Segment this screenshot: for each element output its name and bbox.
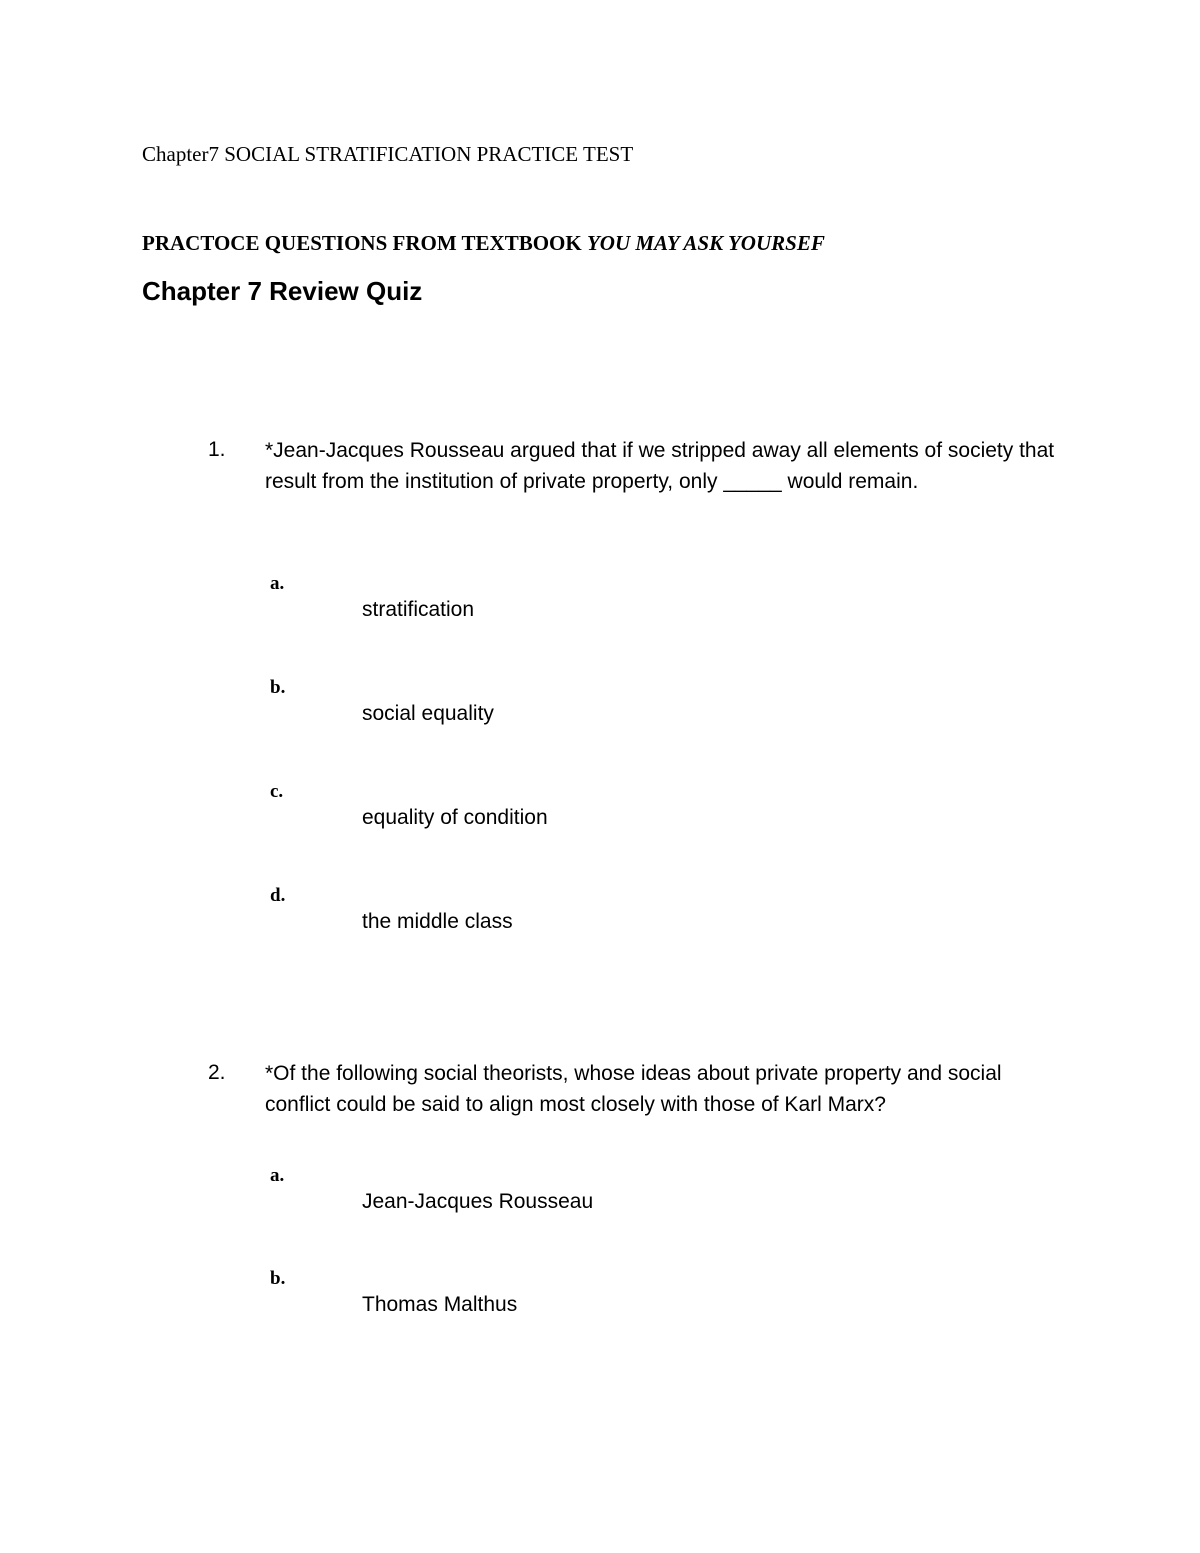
option-letter: a. (270, 1165, 285, 1186)
option-letter: a. (270, 573, 285, 594)
option-letter: d. (270, 885, 286, 906)
option-letter: b. (270, 677, 286, 698)
option-text: stratification (362, 598, 475, 621)
option-text: Jean-Jacques Rousseau (362, 1190, 594, 1213)
document-title: Chapter7 SOCIAL STRATIFICATION PRACTICE TEST (142, 142, 634, 166)
textbook-title: YOU MAY ASK YOURSEF (586, 231, 825, 255)
question-text: *Of the following social theorists, whose ideas about private property and social conflict could be said to align most closely with those of Karl Marx? (265, 1062, 1002, 1116)
question-number: 1. (208, 438, 226, 461)
option-letter: b. (270, 1268, 286, 1289)
option-letter: c. (270, 781, 284, 802)
heading-prefix: PRACTOCE QUESTIONS FROM TEXTBOOK (142, 231, 587, 255)
question-text: *Jean-Jacques Rousseau argued that if we stripped away all elements of society that result from the institution of private property, only _____ would remain. (265, 439, 1055, 493)
option-text: equality of condition (362, 806, 548, 829)
option-text: social equality (362, 702, 494, 725)
quiz-title: Chapter 7 Review Quiz (142, 276, 423, 306)
question-number: 2. (208, 1061, 226, 1084)
practice-questions-heading (142, 231, 825, 256)
option-text: the middle class (362, 910, 513, 933)
option-text: Thomas Malthus (362, 1293, 518, 1316)
